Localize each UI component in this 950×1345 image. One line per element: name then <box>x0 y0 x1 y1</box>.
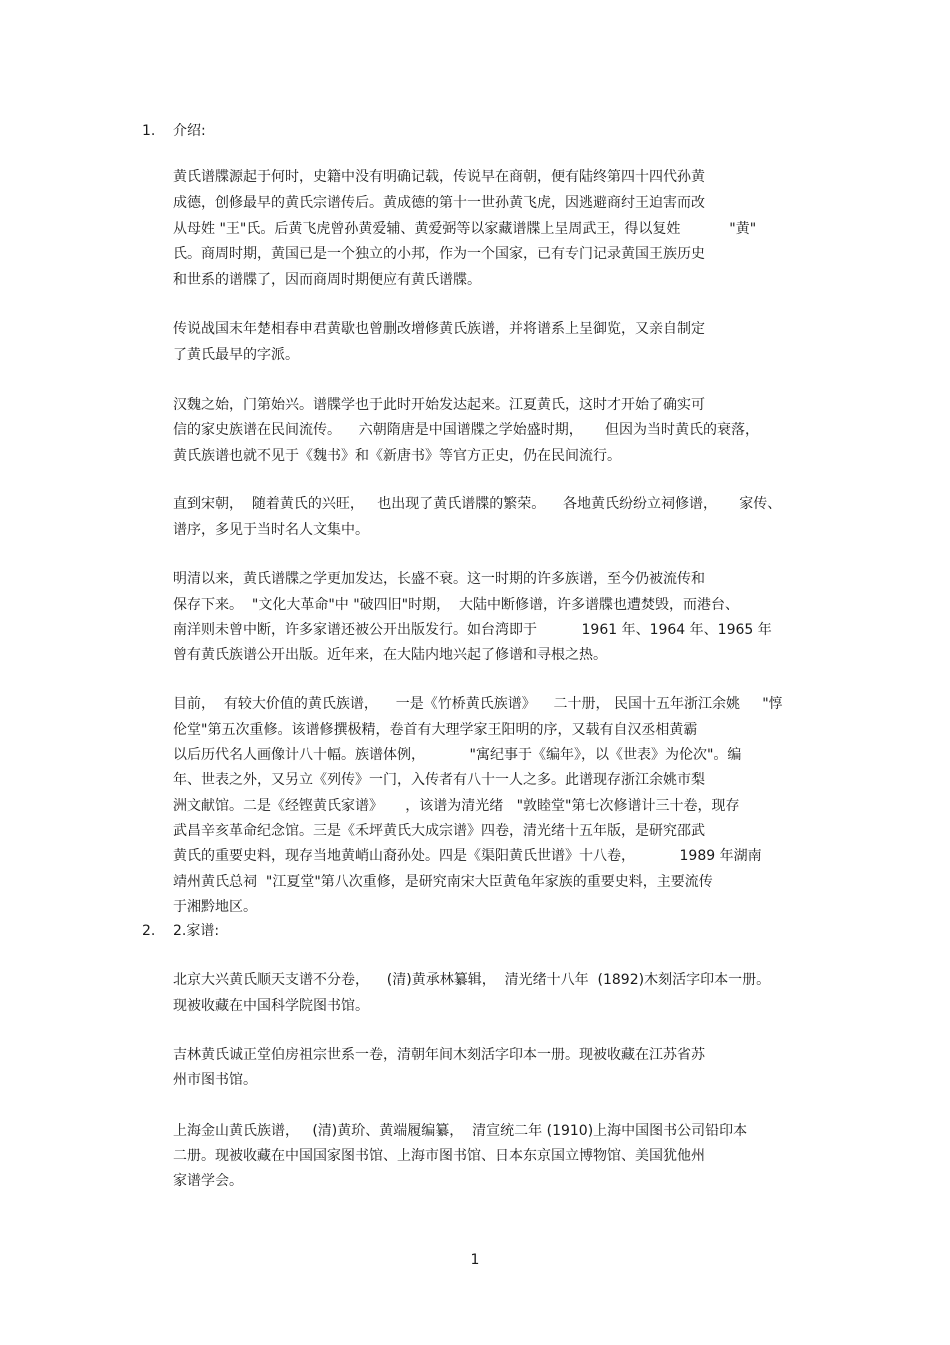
section-2-heading: 2.家谱: <box>173 923 220 939</box>
section-2-number: 2. <box>142 923 156 939</box>
paragraph-line: 明清以来，黄氏谱牒之学更加发达，长盛不衰。这一时期的许多族谱，至今仍被流传和 <box>173 571 705 587</box>
section-1-heading: 介绍: <box>173 123 206 139</box>
paragraph-line: 二册。现被收藏在中国国家图书馆、上海市图书馆、日本东京国立博物馆、美国犹他州 <box>173 1148 705 1164</box>
paragraph-line: 年、世表之外，又另立《列传》一门，入传者有八十一人之多。此谱现存浙江余姚市梨 <box>173 772 705 788</box>
paragraph-line: 保存下来。 "文化大革命"中 "破四旧"时期， 大陆中断修谱，许多谱牒也遭焚毁，而港台、 <box>173 597 740 613</box>
paragraph-line: 氏。商周时期，黄国已是一个独立的小邦，作为一个国家，已有专门记录黄国王族历史 <box>173 246 705 262</box>
paragraph-line: 汉魏之始，门第始兴。谱牒学也于此时开始发达起来。江夏黄氏，这时才开始了确实可 <box>173 397 705 413</box>
paragraph-line: 现被收藏在中国科学院图书馆。 <box>173 998 369 1014</box>
paragraph-line: 传说战国末年楚相春申君黄歇也曾删改增修黄氏族谱，并将谱系上呈御览，又亲自制定 <box>173 321 705 337</box>
paragraph-line: 武昌辛亥革命纪念馆。三是《禾坪黄氏大成宗谱》四卷，清光绪十五年版，是研究邵武 <box>173 823 705 839</box>
paragraph-line: 黄氏谱牒源起于何时，史籍中没有明确记载，传说早在商朝，便有陆终第四十四代孙黄 <box>173 169 705 185</box>
paragraph-line: 于湘黔地区。 <box>173 899 257 915</box>
paragraph-line: 家谱学会。 <box>173 1173 243 1189</box>
paragraph-line: 从母姓 "王"氏。后黄飞虎曾孙黄爱辅、黄爱弼等以家藏谱牒上呈周武王，得以复姓 "黄" <box>173 221 757 237</box>
section-1-number: 1. <box>142 123 156 139</box>
paragraph-line: 上海金山黄氏族谱， (清)黄玠、黄端履编纂， 清宣统二年 (1910)上海中国图书公司铅印本 <box>173 1123 748 1139</box>
paragraph-line: 州市图书馆。 <box>173 1072 257 1088</box>
paragraph-line: 和世系的谱牒了，因而商周时期便应有黄氏谱牒。 <box>173 272 481 288</box>
paragraph-line: 曾有黄氏族谱公开出版。近年来，在大陆内地兴起了修谱和寻根之热。 <box>173 647 607 663</box>
paragraph-line: 成德，创修最早的黄氏宗谱传后。黄成德的第十一世孙黄飞虎，因逃避商纣王迫害而改 <box>173 195 705 211</box>
paragraph-line: 洲文献馆。二是《经铿黄氏家谱》 ，该谱为清光绪 "敦睦堂"第七次修谱计三十卷，现存 <box>173 798 740 814</box>
paragraph-line: 吉林黄氏诚正堂伯房祖宗世系一卷，清朝年间木刻活字印本一册。现被收藏在江苏省苏 <box>173 1047 705 1063</box>
paragraph-line: 谱序，多见于当时名人文集中。 <box>173 522 369 538</box>
paragraph-line: 直到宋朝， 随着黄氏的兴旺， 也出现了黄氏谱牒的繁荣。 各地黄氏纷纷立祠修谱， 家传、 <box>173 496 782 512</box>
paragraph-line: 黄氏族谱也就不见于《魏书》和《新唐书》等官方正史，仍在民间流行。 <box>173 448 621 464</box>
paragraph-line: 北京大兴黄氏顺天支谱不分卷， (清)黄承林纂辑， 清光绪十八年 (1892)木刻活字印本一册。 <box>173 972 771 988</box>
paragraph-line: 目前， 有较大价值的黄氏族谱， 一是《竹桥黄氏族谱》 二十册， 民国十五年浙江余姚 "惇 <box>173 696 783 712</box>
paragraph-line: 以后历代名人画像计八十幅。族谱体例， "寓纪事于《编年》，以《世表》为伦次"。编 <box>173 747 742 763</box>
paragraph-line: 信的家史族谱在民间流传。 六朝隋唐是中国谱牒之学始盛时期， 但因为当时黄氏的衰落， <box>173 422 760 438</box>
paragraph-line: 了黄氏最早的字派。 <box>173 347 299 363</box>
paragraph-line: 南洋则未曾中断，许多家谱还被公开出版发行。如台湾即于 1961 年、1964 年、1965 年 <box>173 622 772 638</box>
paragraph-line: 伦堂"第五次重修。该谱修撰极精，卷首有大理学家王阳明的序，又载有自汉丞相黄霸 <box>173 722 698 738</box>
paragraph-line: 靖州黄氏总祠 "江夏堂"第八次重修，是研究南宋大臣黄龟年家族的重要史料，主要流传 <box>173 874 713 890</box>
paragraph-line: 黄氏的重要史料，现存当地黄峭山裔孙处。四是《渠阳黄氏世谱》十八卷， 1989 年湖南 <box>173 848 762 864</box>
page-number: 1 <box>470 1252 480 1268</box>
